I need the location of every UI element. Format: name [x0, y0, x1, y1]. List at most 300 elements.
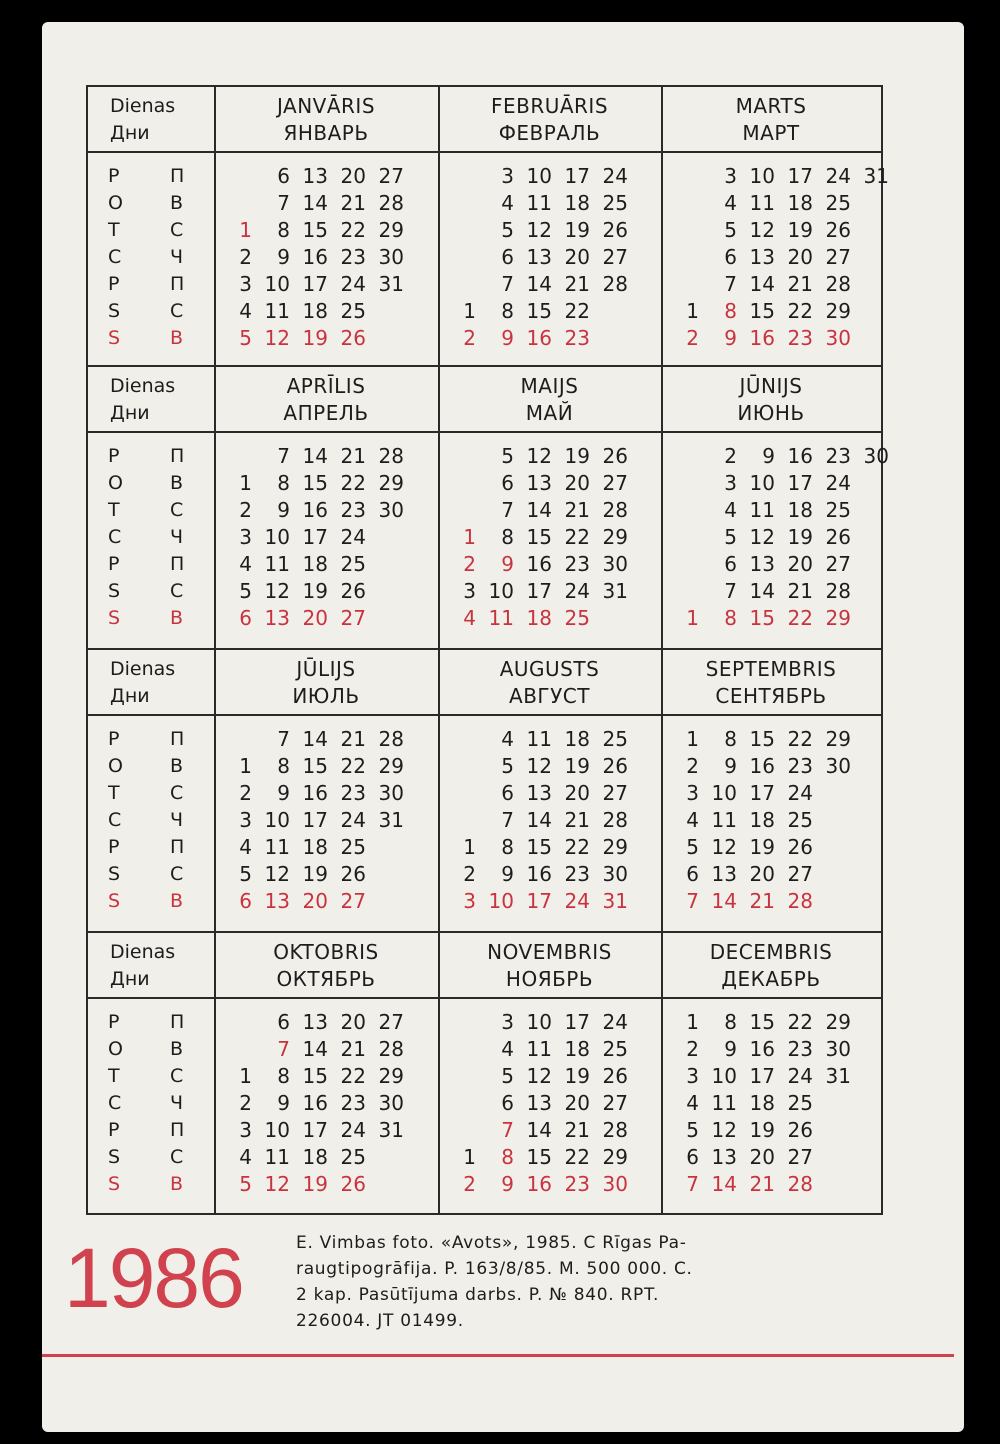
- date-cell: 28: [602, 498, 628, 522]
- date-cell: 14: [526, 498, 552, 522]
- date-cell: 20: [302, 606, 328, 630]
- date-cell: 24: [787, 781, 813, 805]
- day-name-ru: С: [170, 580, 184, 602]
- date-cell: 12: [711, 835, 737, 859]
- weekday-row: [438, 1117, 661, 1144]
- weekday-row: [661, 443, 889, 470]
- month-name-ru: ДЕКАБРЬ: [721, 967, 821, 991]
- calendar-grid: [86, 85, 889, 1215]
- day-name-lv: P: [108, 728, 120, 750]
- date-cell: 5: [501, 218, 514, 242]
- date-cell: 18: [787, 498, 813, 522]
- day-name-lv: P: [108, 836, 120, 858]
- day-name-row: [88, 888, 214, 915]
- date-cell: 21: [564, 808, 590, 832]
- month-header: [214, 87, 438, 153]
- day-name-row: [88, 753, 214, 780]
- date-cell: 8: [277, 218, 290, 242]
- date-cell: 14: [711, 889, 737, 913]
- date-cell: 10: [526, 1010, 552, 1034]
- date-cell: 31: [863, 164, 889, 188]
- date-cell: 18: [302, 299, 328, 323]
- date-cell: 17: [302, 1118, 328, 1142]
- day-name-row: [88, 298, 214, 325]
- date-cell: 28: [602, 1118, 628, 1142]
- weekday-row: [438, 244, 661, 271]
- day-names: [88, 433, 214, 632]
- date-cell: 3: [463, 579, 476, 603]
- date-cell: 24: [564, 889, 590, 913]
- date-cell: 3: [686, 781, 699, 805]
- day-name-lv: S: [108, 327, 121, 349]
- date-cell: 7: [501, 808, 514, 832]
- weekday-row: [438, 1063, 661, 1090]
- date-cell: 12: [264, 1172, 290, 1196]
- date-cell: 5: [724, 525, 737, 549]
- days-header-ru: Дни: [110, 685, 150, 707]
- date-cell: 5: [686, 1118, 699, 1142]
- date-cell: 20: [787, 245, 813, 269]
- weekday-row: [661, 271, 881, 298]
- date-cell: 3: [501, 1010, 514, 1034]
- day-name-ru: В: [170, 890, 184, 912]
- month-days: [661, 999, 881, 1198]
- date-cell: 11: [526, 1037, 552, 1061]
- date-cell: 2: [463, 862, 476, 886]
- date-cell: 26: [340, 1172, 366, 1196]
- date-cell: 19: [787, 525, 813, 549]
- date-cell: 5: [239, 1172, 252, 1196]
- date-cell: 15: [526, 835, 552, 859]
- date-cell: 24: [340, 808, 366, 832]
- day-name-ru: Ч: [170, 1092, 184, 1114]
- weekday-row: [661, 470, 881, 497]
- date-cell: 29: [602, 525, 628, 549]
- date-cell: 21: [564, 1118, 590, 1142]
- date-cell: 18: [564, 727, 590, 751]
- date-cell: 19: [302, 326, 328, 350]
- date-cell: 2: [239, 245, 252, 269]
- date-cell: 29: [378, 218, 404, 242]
- date-cell: 1: [686, 606, 699, 630]
- date-cell: 23: [340, 781, 366, 805]
- day-name-lv: T: [108, 1065, 120, 1087]
- date-cell: 17: [749, 1064, 775, 1088]
- weekday-row: [438, 325, 661, 352]
- date-cell: 8: [277, 754, 290, 778]
- date-cell: 17: [564, 164, 590, 188]
- month-header: [661, 933, 881, 999]
- date-cell: 22: [787, 1010, 813, 1034]
- date-cell: 26: [602, 754, 628, 778]
- date-cell: 22: [564, 1145, 590, 1169]
- day-name-row: [88, 861, 214, 888]
- day-name-lv: P: [108, 1119, 120, 1141]
- weekday-row: [214, 861, 438, 888]
- month-name-ru: НОЯБРЬ: [505, 967, 594, 991]
- weekday-row: [438, 807, 661, 834]
- date-cell: 2: [686, 754, 699, 778]
- date-cell: 1: [239, 1064, 252, 1088]
- weekday-row: [438, 298, 661, 325]
- date-cell: 13: [302, 164, 328, 188]
- date-cell: 16: [302, 245, 328, 269]
- date-cell: 14: [749, 579, 775, 603]
- month-name-lv: OKTOBRIS: [273, 940, 379, 964]
- date-cell: 9: [724, 326, 737, 350]
- days-header-lv: Dienas: [110, 941, 176, 963]
- date-cell: 2: [239, 498, 252, 522]
- weekday-row: [214, 217, 438, 244]
- date-cell: 25: [564, 606, 590, 630]
- day-name-lv: C: [108, 809, 122, 831]
- month-name-ru: АПРЕЛЬ: [283, 401, 369, 425]
- weekday-row: [661, 244, 881, 271]
- date-cell: 10: [488, 889, 514, 913]
- date-cell: 2: [724, 444, 737, 468]
- day-name-lv: T: [108, 782, 120, 804]
- weekday-row: [661, 190, 881, 217]
- date-cell: 8: [501, 525, 514, 549]
- weekday-row: [214, 1117, 438, 1144]
- date-cell: 18: [564, 191, 590, 215]
- date-cell: 19: [302, 1172, 328, 1196]
- month-name-ru: ИЮНЬ: [737, 401, 805, 425]
- date-cell: 25: [787, 808, 813, 832]
- date-cell: 20: [564, 471, 590, 495]
- date-cell: 5: [239, 862, 252, 886]
- month-days: [214, 433, 438, 632]
- weekday-row: [214, 524, 438, 551]
- weekday-row: [214, 1009, 438, 1036]
- day-name-row: [88, 470, 214, 497]
- date-cell: 21: [340, 444, 366, 468]
- date-cell: 11: [264, 835, 290, 859]
- date-cell: 23: [564, 1172, 590, 1196]
- date-cell: 17: [302, 525, 328, 549]
- weekday-row: [438, 1009, 661, 1036]
- date-cell: 10: [749, 471, 775, 495]
- day-name-row: [88, 244, 214, 271]
- date-cell: 31: [378, 1118, 404, 1142]
- date-cell: 9: [277, 1091, 290, 1115]
- weekday-row: [438, 1144, 661, 1171]
- date-cell: 26: [825, 525, 851, 549]
- month-header: [438, 650, 661, 716]
- day-name-row: [88, 1063, 214, 1090]
- date-cell: 23: [787, 754, 813, 778]
- weekday-row: [438, 605, 661, 632]
- weekday-row: [214, 163, 438, 190]
- weekday-row: [214, 190, 438, 217]
- weekday-row: [661, 298, 881, 325]
- date-cell: 13: [711, 862, 737, 886]
- weekday-row: [661, 217, 881, 244]
- date-cell: 15: [749, 299, 775, 323]
- date-cell: 14: [749, 272, 775, 296]
- date-cell: 12: [749, 218, 775, 242]
- date-cell: 17: [787, 164, 813, 188]
- date-cell: 5: [501, 754, 514, 778]
- date-cell: 21: [340, 727, 366, 751]
- date-cell: 24: [825, 164, 851, 188]
- date-cell: 8: [724, 1010, 737, 1034]
- date-cell: 3: [239, 272, 252, 296]
- date-cell: 18: [302, 1145, 328, 1169]
- date-cell: 4: [724, 498, 737, 522]
- date-cell: 31: [378, 272, 404, 296]
- weekday-row: [438, 1090, 661, 1117]
- weekday-row: [661, 834, 881, 861]
- date-cell: 21: [787, 579, 813, 603]
- date-cell: 6: [277, 1010, 290, 1034]
- date-cell: 18: [749, 808, 775, 832]
- month-name-ru: ИЮЛЬ: [292, 684, 360, 708]
- date-cell: 9: [724, 1037, 737, 1061]
- date-cell: 2: [686, 326, 699, 350]
- weekday-row: [214, 1036, 438, 1063]
- date-cell: 17: [302, 272, 328, 296]
- date-cell: 12: [526, 444, 552, 468]
- date-cell: 16: [302, 498, 328, 522]
- days-header-lv: Dienas: [110, 658, 176, 680]
- date-cell: 3: [686, 1064, 699, 1088]
- day-name-lv: S: [108, 863, 121, 885]
- day-name-row: [88, 217, 214, 244]
- month-header: [661, 87, 881, 153]
- divider-line: [42, 1354, 954, 1357]
- date-cell: 31: [378, 808, 404, 832]
- date-cell: 19: [564, 1064, 590, 1088]
- day-name-row: [88, 551, 214, 578]
- date-cell: 31: [825, 1064, 851, 1088]
- date-cell: 24: [602, 1010, 628, 1034]
- day-name-row: [88, 190, 214, 217]
- date-cell: 30: [602, 862, 628, 886]
- day-name-lv: T: [108, 499, 120, 521]
- date-cell: 19: [564, 218, 590, 242]
- month-header: [661, 650, 881, 716]
- month-days: [214, 999, 438, 1198]
- month-name-ru: СЕНТЯБРЬ: [715, 684, 827, 708]
- date-cell: 25: [340, 299, 366, 323]
- date-cell: 8: [277, 471, 290, 495]
- date-cell: 20: [564, 245, 590, 269]
- weekday-row: [438, 780, 661, 807]
- month-days: [661, 153, 889, 352]
- date-cell: 4: [239, 835, 252, 859]
- date-cell: 17: [564, 1010, 590, 1034]
- date-cell: 6: [277, 164, 290, 188]
- date-cell: 16: [526, 552, 552, 576]
- date-cell: 13: [526, 471, 552, 495]
- imprint-line: raugtipogrāfija. P. 163/8/85. M. 500 000. C.: [296, 1259, 693, 1279]
- date-cell: 29: [825, 299, 851, 323]
- date-cell: 15: [302, 1064, 328, 1088]
- date-cell: 22: [787, 727, 813, 751]
- date-cell: 24: [602, 164, 628, 188]
- date-cell: 7: [686, 1172, 699, 1196]
- date-cell: 3: [239, 808, 252, 832]
- weekday-row: [661, 861, 881, 888]
- day-names: [88, 999, 214, 1198]
- date-cell: 22: [340, 754, 366, 778]
- weekday-row: [438, 551, 661, 578]
- date-cell: 24: [340, 525, 366, 549]
- date-cell: 30: [825, 326, 851, 350]
- date-cell: 4: [501, 727, 514, 751]
- date-cell: 15: [526, 1145, 552, 1169]
- date-cell: 25: [340, 835, 366, 859]
- date-cell: 30: [825, 754, 851, 778]
- date-cell: 5: [501, 444, 514, 468]
- day-name-lv: C: [108, 1092, 122, 1114]
- date-cell: 7: [277, 1037, 290, 1061]
- day-name-ru: В: [170, 1038, 184, 1060]
- date-cell: 10: [264, 525, 290, 549]
- date-cell: 20: [564, 1091, 590, 1115]
- day-name-row: [88, 497, 214, 524]
- weekday-row: [438, 190, 661, 217]
- date-cell: 2: [239, 781, 252, 805]
- weekday-row: [661, 807, 881, 834]
- day-name-lv: S: [108, 580, 121, 602]
- date-cell: 2: [463, 552, 476, 576]
- weekday-row: [661, 1009, 881, 1036]
- date-cell: 25: [340, 1145, 366, 1169]
- date-cell: 27: [825, 245, 851, 269]
- date-cell: 30: [825, 1037, 851, 1061]
- date-cell: 11: [488, 606, 514, 630]
- weekday-row: [214, 551, 438, 578]
- date-cell: 29: [378, 1064, 404, 1088]
- date-cell: 9: [762, 444, 775, 468]
- date-cell: 4: [239, 552, 252, 576]
- date-cell: 26: [825, 218, 851, 242]
- date-cell: 7: [686, 889, 699, 913]
- day-name-lv: O: [108, 472, 123, 494]
- date-cell: 4: [724, 191, 737, 215]
- date-cell: 28: [378, 727, 404, 751]
- date-cell: 5: [239, 326, 252, 350]
- date-cell: 2: [463, 326, 476, 350]
- day-name-row: [88, 443, 214, 470]
- day-name-ru: П: [170, 1119, 185, 1141]
- month-name-lv: JŪNIJS: [739, 374, 803, 398]
- date-cell: 18: [526, 606, 552, 630]
- weekday-row: [214, 298, 438, 325]
- weekday-row: [438, 217, 661, 244]
- date-cell: 23: [564, 552, 590, 576]
- weekday-row: [214, 780, 438, 807]
- date-cell: 11: [749, 191, 775, 215]
- date-cell: 16: [526, 1172, 552, 1196]
- weekday-row: [438, 1036, 661, 1063]
- weekday-row: [661, 1117, 881, 1144]
- weekday-row: [661, 1036, 881, 1063]
- month-name-lv: JŪLIJS: [296, 657, 356, 681]
- day-name-row: [88, 1036, 214, 1063]
- date-cell: 28: [787, 1172, 813, 1196]
- date-cell: 8: [501, 1145, 514, 1169]
- weekday-row: [214, 807, 438, 834]
- day-name-ru: В: [170, 472, 184, 494]
- day-name-ru: Ч: [170, 809, 184, 831]
- day-name-row: [88, 163, 214, 190]
- date-cell: 12: [264, 862, 290, 886]
- date-cell: 9: [501, 326, 514, 350]
- date-cell: 9: [501, 552, 514, 576]
- date-cell: 13: [264, 889, 290, 913]
- weekday-row: [438, 861, 661, 888]
- date-cell: 21: [749, 889, 775, 913]
- weekday-row: [661, 524, 881, 551]
- weekday-row: [214, 834, 438, 861]
- date-cell: 16: [302, 781, 328, 805]
- date-cell: 21: [564, 498, 590, 522]
- date-cell: 1: [463, 525, 476, 549]
- date-cell: 28: [378, 444, 404, 468]
- date-cell: 31: [602, 889, 628, 913]
- date-cell: 8: [501, 299, 514, 323]
- weekday-row: [214, 244, 438, 271]
- date-cell: 21: [749, 1172, 775, 1196]
- date-cell: 22: [340, 471, 366, 495]
- days-header-ru: Дни: [110, 122, 150, 144]
- date-cell: 9: [277, 498, 290, 522]
- date-cell: 18: [564, 1037, 590, 1061]
- month-days: [438, 999, 661, 1198]
- date-cell: 2: [239, 1091, 252, 1115]
- day-name-row: [88, 1144, 214, 1171]
- month-days: [214, 716, 438, 915]
- date-cell: 21: [564, 272, 590, 296]
- date-cell: 26: [602, 218, 628, 242]
- date-cell: 1: [239, 218, 252, 242]
- day-name-row: [88, 524, 214, 551]
- date-cell: 9: [277, 781, 290, 805]
- date-cell: 15: [302, 754, 328, 778]
- day-name-ru: В: [170, 327, 184, 349]
- date-cell: 13: [526, 781, 552, 805]
- date-cell: 19: [564, 754, 590, 778]
- weekday-row: [214, 726, 438, 753]
- date-cell: 10: [711, 781, 737, 805]
- date-cell: 10: [264, 808, 290, 832]
- date-cell: 10: [264, 1118, 290, 1142]
- date-cell: 2: [463, 1172, 476, 1196]
- date-cell: 7: [501, 498, 514, 522]
- day-name-ru: В: [170, 1173, 184, 1195]
- date-cell: 8: [277, 1064, 290, 1088]
- date-cell: 6: [501, 471, 514, 495]
- date-cell: 14: [302, 1037, 328, 1061]
- day-name-ru: С: [170, 300, 184, 322]
- day-name-ru: С: [170, 782, 184, 804]
- weekday-row: [214, 1090, 438, 1117]
- weekday-row: [438, 443, 661, 470]
- date-cell: 23: [787, 1037, 813, 1061]
- day-name-ru: Ч: [170, 246, 184, 268]
- days-header-ru: Дни: [110, 402, 150, 424]
- date-cell: 3: [724, 164, 737, 188]
- weekday-row: [214, 1063, 438, 1090]
- date-cell: 28: [825, 579, 851, 603]
- day-name-row: [88, 325, 214, 352]
- date-cell: 30: [378, 245, 404, 269]
- day-name-lv: P: [108, 273, 120, 295]
- month-header: [214, 933, 438, 999]
